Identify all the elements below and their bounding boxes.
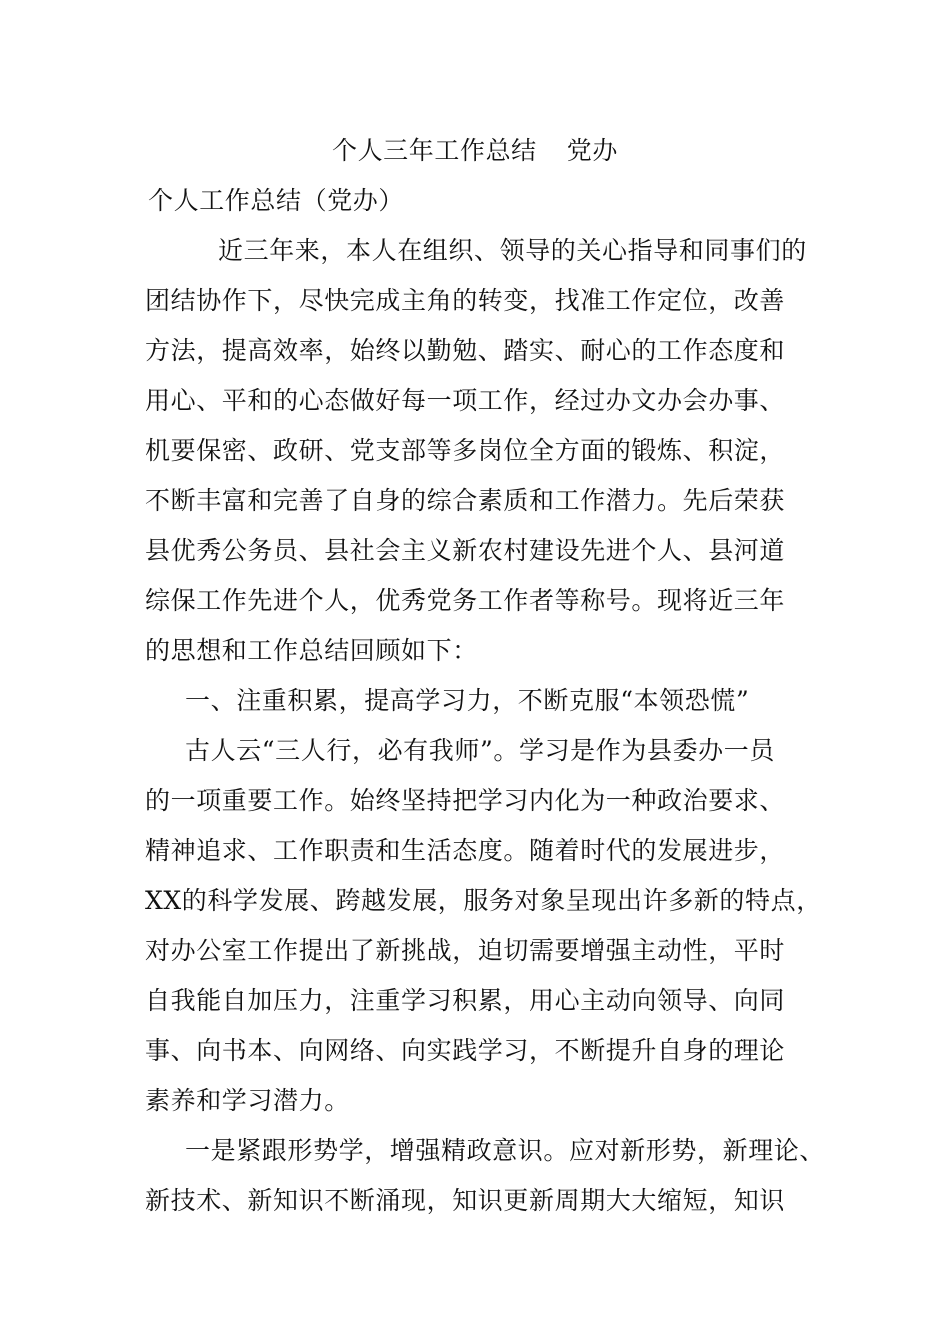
paragraph-line: 精神追求、工作职责和生活态度。随着时代的发展进步， <box>145 836 786 865</box>
paragraph-line: 不断丰富和完善了自身的综合素质和工作潜力。先后荣获 <box>145 486 786 515</box>
paragraph-line: 的一项重要工作。始终坚持把学习内化为一种政治要求、 <box>145 786 786 815</box>
paragraph-line: 一是紧跟形势学，增强精政意识。应对新形势，新理论、 <box>185 1136 826 1165</box>
paragraph-line: 方法，提高效率，始终以勤勉、踏实、耐心的工作态度和 <box>145 336 786 365</box>
title-main: 个人三年工作总结 <box>331 136 537 165</box>
paragraph-line: 自我能自加压力，注重学习积累，用心主动向领导、向同 <box>145 986 786 1015</box>
paragraph-line: 古人云“三人行，必有我师”。学习是作为县委办一员 <box>185 736 775 765</box>
paragraph-line: 县优秀公务员、县社会主义新农村建设先进个人、县河道 <box>145 536 786 565</box>
paragraph-line: 事、向书本、向网络、向实践学习，不断提升自身的理论 <box>145 1036 786 1065</box>
document-subtitle: 个人工作总结（党办） <box>148 186 405 215</box>
section-heading: 一、注重积累，提高学习力，不断克服“本领恐慌” <box>185 686 750 715</box>
paragraph-line: 近三年来，本人在组织、领导的关心指导和同事们的 <box>218 236 807 265</box>
paragraph-line: 综保工作先进个人，优秀党务工作者等称号。现将近三年 <box>145 586 786 615</box>
paragraph-line: 新技术、新知识不断涌现，知识更新周期大大缩短，知识 <box>145 1186 786 1215</box>
paragraph-line: XX的科学发展、跨越发展，服务对象呈现出许多新的特点， <box>145 886 822 915</box>
paragraph-line: 素养和学习潜力。 <box>145 1086 350 1115</box>
paragraph-line: 的思想和工作总结回顾如下： <box>145 636 478 665</box>
paragraph-line: 团结协作下，尽快完成主角的转变，找准工作定位，改善 <box>145 286 786 315</box>
paragraph-line: 机要保密、政研、党支部等多岗位全方面的锻炼、积淀， <box>145 436 786 465</box>
paragraph-line: 对办公室工作提出了新挑战，迫切需要增强主动性，平时 <box>145 936 786 965</box>
document-title <box>0 135 950 167</box>
paragraph-line: 用心、平和的心态做好每一项工作，经过办文办会办事、 <box>145 386 786 415</box>
title-sub: 党办 <box>566 136 618 165</box>
